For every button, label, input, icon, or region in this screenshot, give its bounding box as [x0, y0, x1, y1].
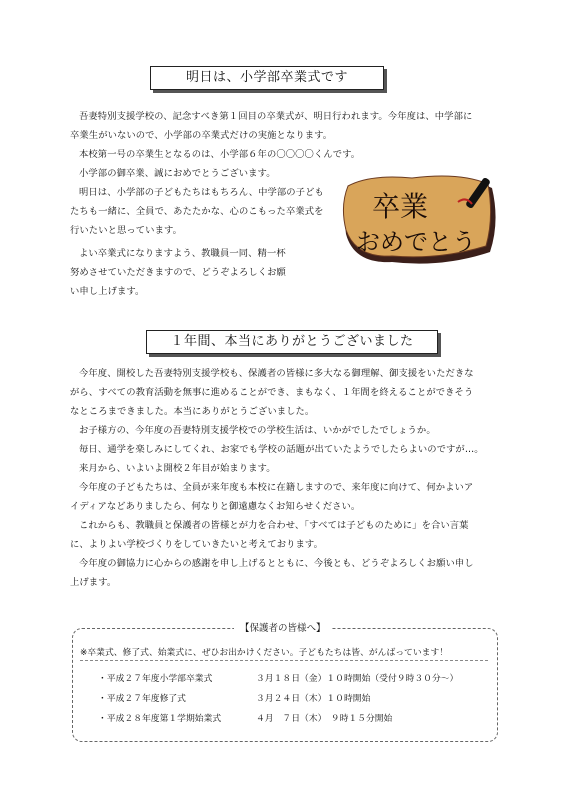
s1-line-4: 小学部の御卒業、誠におめでとうございます。	[79, 168, 276, 179]
section-title-thanks: １年間、本当にありがとうございました	[146, 330, 438, 354]
s2-line-3: なところまできました。本当にありがとうございました。	[70, 406, 315, 417]
s1-line-5: 明日は、小学部の子どもたちはもちろん、中学部の子ども	[79, 187, 324, 198]
notice-title: 【保護者の皆様へ】	[234, 622, 332, 636]
s2-line-5: 毎日、通学を楽しみにしてくれ、お家でも学校の話題が出ていたようでしたらよいのですが…。	[79, 444, 484, 455]
s2-line-7: 今年度の子どもたちは、全員が来年度も本校に在籍しますので、来年度に向けて、何かよいア	[79, 482, 474, 493]
s2-line-1: 今年度、開校した吾妻特別支援学校も、保護者の皆様に多大なる御理解、御支援をいただきな	[79, 368, 474, 379]
s2-line-10: に、よりよい学校づくりをしていきたいと考えております。	[70, 539, 323, 550]
badge-text-line2: おめでとう	[356, 228, 476, 256]
s2-line-8: イディアなどありましたら、何なりと御遠慮なくお知らせください。	[70, 501, 361, 512]
s1-line-2: 卒業生がいないので、小学部の卒業式だけの実施となります。	[70, 130, 333, 141]
s1-line-10: い申し上げます。	[70, 286, 145, 297]
s1-line-3: 本校第一号の卒業生となるのは、小学部６年の〇〇〇〇くんです。	[79, 149, 361, 160]
schedule-date-1: ３月１８日（金）１０時開始（受付９時３０分～）	[256, 674, 459, 684]
schedule-event-2: ・平成２７年度修了式	[98, 694, 186, 704]
s1-line-1: 吾妻特別支援学校の、記念すべき第１回目の卒業式が、明日行われます。今年度は、中学部に	[79, 111, 473, 122]
s2-line-4: お子様方の、今年度の吾妻特別支援学校での学校生活は、いかがでしたでしょうか。	[79, 425, 436, 436]
s1-line-8: よい卒業式になりますよう、教職員一同、精一杯	[79, 248, 286, 259]
schedule-date-3: ４月 ７日（木） ９時１５分開始	[256, 714, 393, 724]
schedule-date-2: ３月２４日（木）１０時開始	[256, 694, 371, 704]
graduation-badge-illustration	[342, 172, 500, 268]
s1-line-9: 努めさせていただきますので、どうぞよろしくお願	[70, 267, 286, 278]
s2-line-6: 来月から、いよいよ開校２年目が始まります。	[79, 463, 276, 474]
s2-line-12: 上げます。	[70, 577, 117, 588]
section-title-graduation: 明日は、小学部卒業式です	[150, 66, 384, 90]
s2-line-2: がら、すべての教育活動を無事に進めることができ、まもなく、１年間を終えることができそう	[70, 387, 474, 398]
s1-line-6: たちも一緒に、全員で、あたたかな、心のこもった卒業式を	[70, 206, 324, 217]
schedule-event-3: ・平成２８年度第１学期始業式	[98, 714, 222, 724]
s2-line-11: 今年度の御協力に心からの感謝を申し上げるとともに、今後とも、どうぞよろしくお願い申し	[79, 558, 474, 569]
badge-text-line1: 卒業	[372, 190, 429, 223]
s1-line-7: 行いたいと思っています。	[70, 225, 183, 236]
notice-lead-text: ※卒業式、修了式、始業式に、ぜひお出かけください。子どもたちは皆、がんばっています！	[80, 646, 488, 661]
schedule-event-1: ・平成２７年度小学部卒業式	[98, 674, 213, 684]
s2-line-9: これからも、教職員と保護者の皆様とが力を合わせ、「すべては子どものために」を合い言葉	[79, 520, 469, 531]
